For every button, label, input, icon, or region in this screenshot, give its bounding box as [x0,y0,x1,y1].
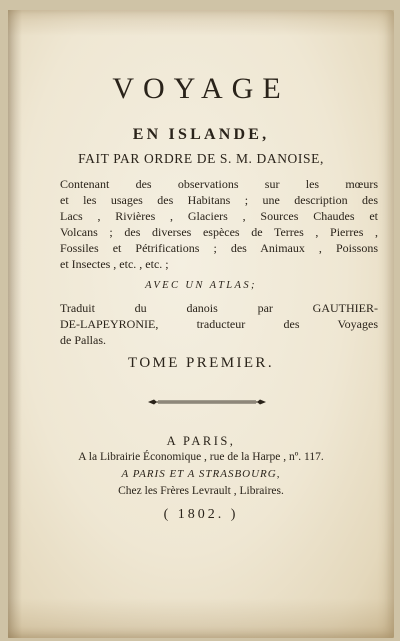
imprint-cities: A PARIS ET A STRASBOURG, [121,468,281,480]
title-page [8,10,394,638]
description-line-5: Fossiles et Pétrifications ; des Animaux , Poissons [60,241,378,255]
translation-line-1: Traduit du danois par GAUTHIER- [60,301,378,315]
description-line-1: Contenant des observations sur les mœurs [60,177,378,191]
translation-line-2: DE-LAPEYRONIE, traducteur des Voyages [60,317,378,331]
imprint-address: A la Librairie Économique , rue de la Harpe , nº. 117. [78,451,324,463]
description-line-2: et les usages des Habitans ; une description des [60,193,378,207]
book-subtitle: EN ISLANDE, [132,126,270,143]
atlas-note: AVEC UN ATLAS; [145,280,257,291]
imprint-publisher: Chez les Frères Levrault , Libraires. [118,485,284,497]
bottom-foxing [8,598,394,638]
ornamental-rule [148,399,266,405]
volume-label: TOME PREMIER. [128,355,274,371]
description-line-4: Volcans ; des diverses espèces de Terres , Pierres , [60,225,378,239]
book-title: VOYAGE [112,72,290,105]
imprint-city: A PARIS, [166,434,236,448]
commission-line: FAIT PAR ORDRE DE S. M. DANOISE, [78,151,324,166]
description-line-3: Lacs , Rivières , Glaciers , Sources Chaudes et [60,209,378,223]
publication-year: ( 1802. ) [163,507,239,522]
description-line-6: et Insectes , etc. , etc. ; [60,257,169,271]
top-foxing [8,10,394,36]
translation-line-3: de Pallas. [60,333,106,347]
